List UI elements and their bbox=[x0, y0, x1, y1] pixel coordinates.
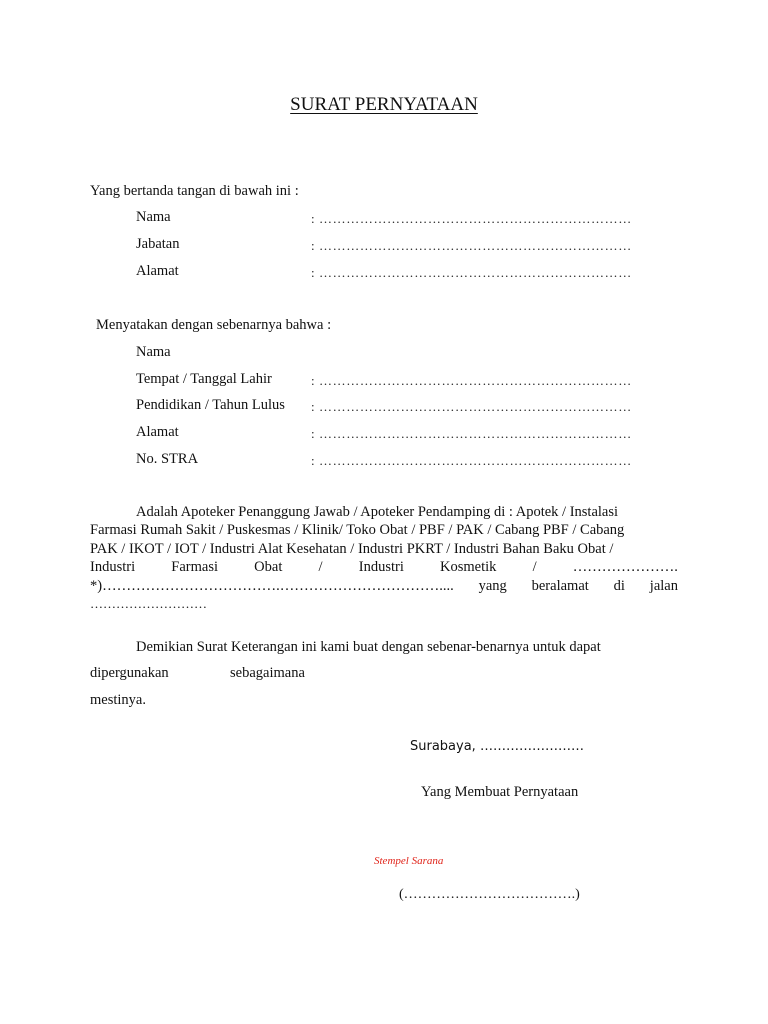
closing-line-1-text: Demikian Surat Keterangan ini kami buat dengan sebenar-benarnya untuk dapat bbox=[136, 639, 601, 655]
field-label-nama: Nama bbox=[136, 209, 171, 225]
body-line-6 bbox=[90, 595, 678, 613]
intro-text: Yang bertanda tangan di bawah ini : bbox=[90, 183, 299, 199]
subject-label-ttl: Tempat / Tanggal Lahir bbox=[136, 371, 272, 387]
statement-intro: Menyatakan dengan sebenarnya bahwa : bbox=[96, 317, 332, 333]
closing-line-2b: sebagaimana bbox=[230, 665, 305, 681]
subject-label-nama: Nama bbox=[136, 344, 171, 360]
body-paragraph bbox=[90, 503, 678, 613]
word: Industri bbox=[90, 559, 136, 576]
field-label-jabatan: Jabatan bbox=[136, 236, 180, 252]
word: / bbox=[532, 559, 537, 576]
word: Kosmetik bbox=[440, 559, 497, 576]
closing-line-3: mestinya. bbox=[90, 692, 146, 708]
body-line-1-text: Adalah Apoteker Penanggung Jawab / Apoteker Pendamping di : Apotek / Instalasi bbox=[136, 504, 619, 520]
field-value-alamat: : …………………………………………………………… bbox=[311, 265, 632, 280]
stamp-label: Stempel Sarana bbox=[374, 855, 444, 867]
word: yang bbox=[478, 577, 507, 594]
field-label-alamat: Alamat bbox=[136, 263, 179, 279]
word: Obat bbox=[254, 559, 283, 576]
subject-value-stra: : …………………………………………………………… bbox=[311, 453, 632, 468]
document-title: SURAT PERNYATAAN bbox=[290, 94, 478, 115]
subject-value-ttl: : …………………………………………………………… bbox=[311, 373, 632, 388]
signer-title: Yang Membuat Pernyataan bbox=[421, 784, 579, 800]
body-line-4 bbox=[90, 558, 678, 576]
body-line-1 bbox=[90, 503, 678, 521]
subject-value-alamat: : …………………………………………………………… bbox=[311, 426, 632, 441]
word: *)……………………………….…………………………….... bbox=[90, 577, 454, 594]
subject-label-stra: No. STRA bbox=[136, 451, 199, 467]
body-line-5 bbox=[90, 577, 678, 595]
word: Industri bbox=[358, 559, 404, 576]
body-line-3-text: PAK / IKOT / IOT / Industri Alat Kesehatan / Industri PKRT / Industri Bahan Baku Obat / bbox=[90, 540, 614, 557]
subject-label-pendidikan: Pendidikan / Tahun Lulus bbox=[136, 397, 285, 413]
field-value-nama: : …………………………………………………………… bbox=[311, 211, 632, 226]
field-value-jabatan: : …………………………………………………………… bbox=[311, 238, 632, 253]
body-line-2 bbox=[90, 521, 678, 539]
body-line-2-text: Farmasi Rumah Sakit / Puskesmas / Klinik/ Toko Obat / PBF / PAK / Cabang PBF / Cabang bbox=[90, 522, 625, 539]
word: Farmasi bbox=[171, 559, 218, 576]
closing-line-2a: dipergunakan bbox=[90, 665, 169, 681]
body-line-6-text: ……………………… bbox=[90, 596, 207, 612]
signature-name-line: (……………………………….) bbox=[399, 887, 580, 902]
word: …………………. bbox=[572, 559, 678, 576]
subject-label-alamat: Alamat bbox=[136, 424, 179, 440]
word: beralamat bbox=[531, 577, 589, 594]
word: di bbox=[613, 577, 625, 594]
word: jalan bbox=[649, 577, 678, 594]
place-date: Surabaya, …………………… bbox=[410, 739, 584, 754]
subject-value-pendidikan: : …………………………………………………………… bbox=[311, 399, 632, 414]
body-line-3 bbox=[90, 540, 678, 558]
word: / bbox=[318, 559, 323, 576]
closing-line-1 bbox=[90, 638, 678, 656]
